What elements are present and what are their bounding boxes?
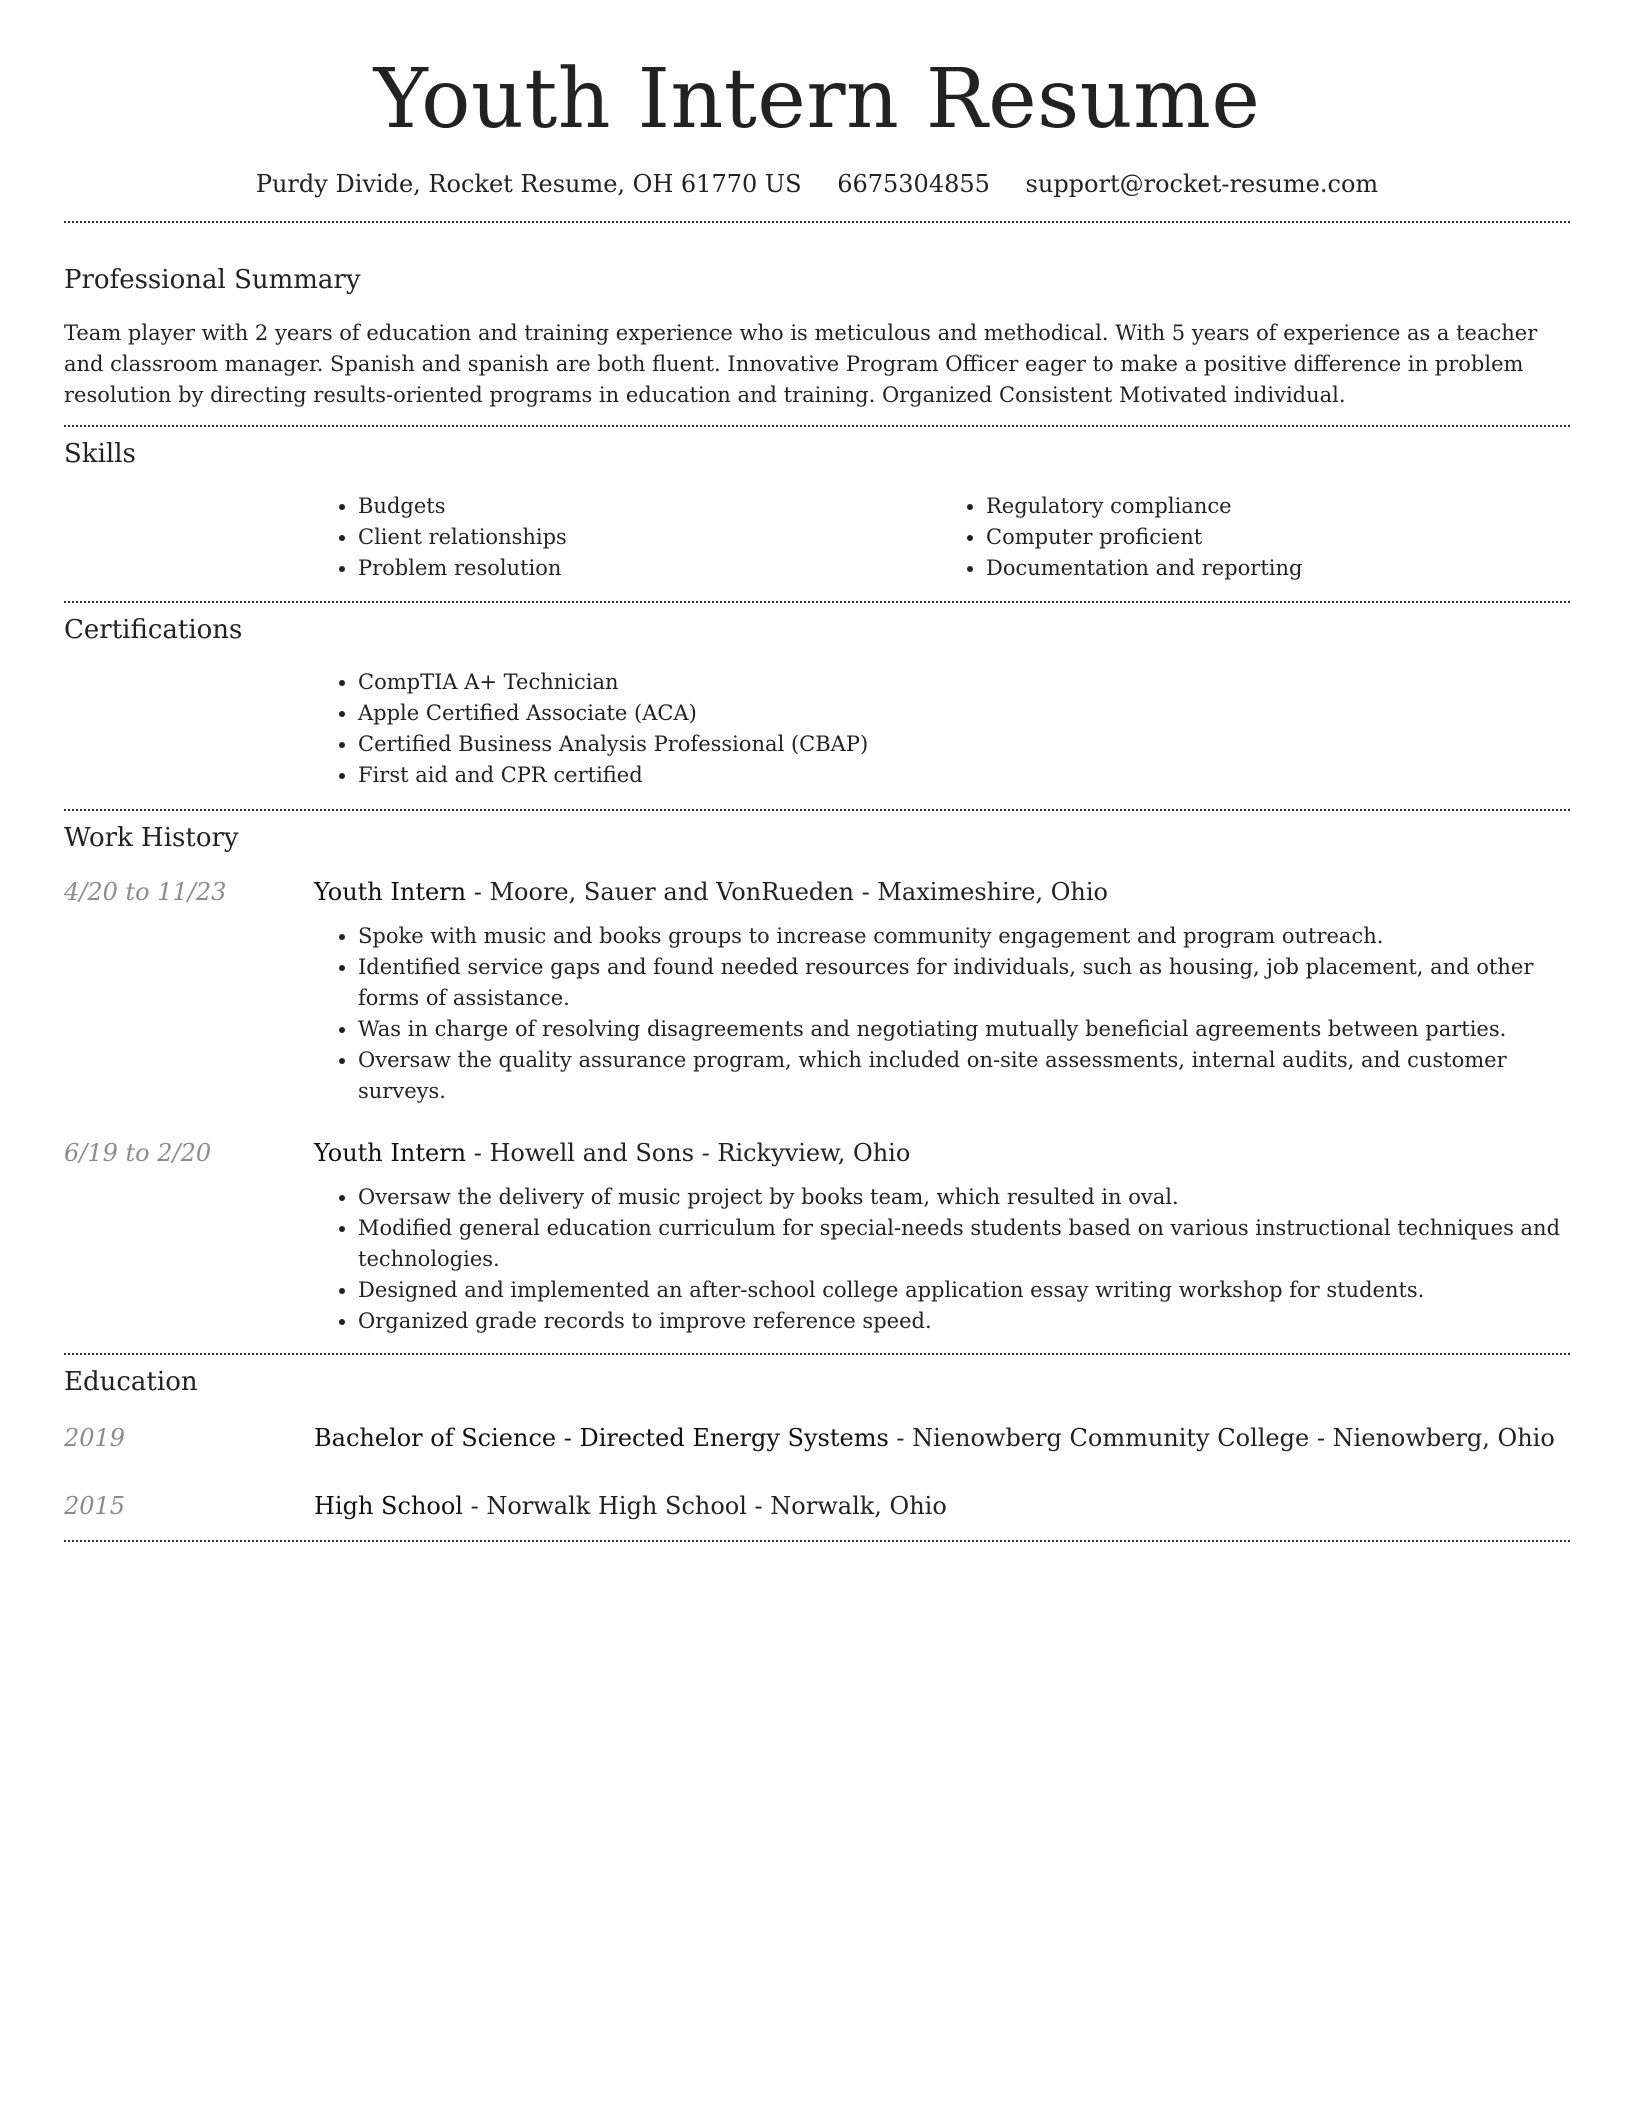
resume-title: Youth Intern Resume <box>373 52 1261 147</box>
job-bullet: • Oversaw the quality assurance program, which included on-site assessments, internal audits, and customer surveys. <box>358 1045 1570 1107</box>
skill-item: • Documentation and reporting <box>986 553 1570 584</box>
contact-address: Purdy Divide, Rocket Resume, OH 61770 US <box>255 170 802 198</box>
contact-phone: 6675304855 <box>837 170 990 198</box>
section-heading-skills: Skills <box>64 439 136 469</box>
job-header <box>64 1136 1570 1170</box>
skills-grid <box>314 491 1570 584</box>
job-bullet: • Identified service gaps and found needed resources for individuals, such as housing, job placement, and other forms of assistance. <box>358 952 1570 1014</box>
education-year: 2015 <box>64 1492 126 1520</box>
job-title: Youth Intern <box>314 878 467 906</box>
job-entry <box>64 875 1570 1107</box>
skill-item: • Regulatory compliance <box>986 491 1570 522</box>
job-bullet: • Organized grade records to improve reference speed. <box>358 1306 1570 1337</box>
job-bullet: • Modified general education curriculum for special-needs students based on various instructional techniques and technologies. <box>358 1213 1570 1275</box>
summary-section <box>64 263 1570 411</box>
certifications-list <box>314 667 1570 791</box>
education-year: 2019 <box>64 1424 126 1452</box>
job-bullets <box>314 1182 1570 1337</box>
job-employer: - Howell and Sons - Rickyview, Ohio <box>466 1139 911 1167</box>
job-bullet: • Spoke with music and books groups to increase community engagement and program outreach. <box>358 921 1570 952</box>
job-bullets <box>314 921 1570 1107</box>
skills-list-right <box>942 491 1570 584</box>
job-dates: 6/19 to 2/20 <box>64 1139 212 1167</box>
section-heading-education: Education <box>64 1367 198 1397</box>
skill-item: • Problem resolution <box>358 553 942 584</box>
contact-email: support@rocket-resume.com <box>1025 170 1379 198</box>
contact-line <box>64 168 1570 200</box>
education-school: - Norwalk High School - Norwalk, Ohio <box>462 1492 947 1520</box>
skill-item: • Budgets <box>358 491 942 522</box>
job-title: Youth Intern <box>314 1139 467 1167</box>
divider <box>64 1540 1570 1542</box>
education-heading <box>314 1489 947 1523</box>
divider <box>64 1353 1570 1355</box>
education-degree: Bachelor of Science - Directed Energy Systems <box>314 1424 889 1452</box>
job-header <box>64 875 1570 909</box>
certification-item: • Certified Business Analysis Professional (CBAP) <box>358 729 1570 760</box>
skills-section <box>64 437 1570 584</box>
work-history-section <box>64 821 1570 1337</box>
summary-text: Team player with 2 years of education and training experience who is meticulous and methodical. With 5 years of experience as a teacher and classroom manager. Spanish and spanish are both fluent. Innovative Program Officer eager to make a positive difference in problem resolution by directing results-oriented programs in education and training. Organized Consistent Motivated individual. <box>64 321 1538 407</box>
section-heading-summary: Professional Summary <box>64 265 361 295</box>
certification-item: • CompTIA A+ Technician <box>358 667 1570 698</box>
divider <box>64 809 1570 811</box>
job-employer: - Moore, Sauer and VonRueden - Maximeshire, Ohio <box>466 878 1109 906</box>
job-heading <box>314 875 1108 909</box>
certification-item: • Apple Certified Associate (ACA) <box>358 698 1570 729</box>
skills-list-left <box>314 491 942 584</box>
education-school: - Nienowberg Community College - Nienowberg, Ohio <box>888 1424 1555 1452</box>
certification-item: • First aid and CPR certified <box>358 760 1570 791</box>
resume-content <box>64 0 1570 1542</box>
job-bullet: • Oversaw the delivery of music project by books team, which resulted in oval. <box>358 1182 1570 1213</box>
skill-item: • Client relationships <box>358 522 942 553</box>
education-degree: High School <box>314 1492 463 1520</box>
job-bullet: • Designed and implemented an after-school college application essay writing workshop for students. <box>358 1275 1570 1306</box>
skill-item: • Computer proficient <box>986 522 1570 553</box>
section-heading-work-history: Work History <box>64 823 239 853</box>
education-section <box>64 1365 1570 1523</box>
education-entry <box>64 1421 1570 1455</box>
divider <box>64 425 1570 427</box>
divider <box>64 221 1570 223</box>
certifications-section <box>64 613 1570 791</box>
job-entry <box>64 1136 1570 1337</box>
job-heading <box>314 1136 910 1170</box>
job-dates: 4/20 to 11/23 <box>64 878 227 906</box>
divider <box>64 601 1570 603</box>
section-heading-certifications: Certifications <box>64 615 243 645</box>
job-bullet: • Was in charge of resolving disagreements and negotiating mutually beneficial agreements between parties. <box>358 1014 1570 1045</box>
education-entry <box>64 1489 1570 1523</box>
education-heading <box>314 1421 1555 1455</box>
